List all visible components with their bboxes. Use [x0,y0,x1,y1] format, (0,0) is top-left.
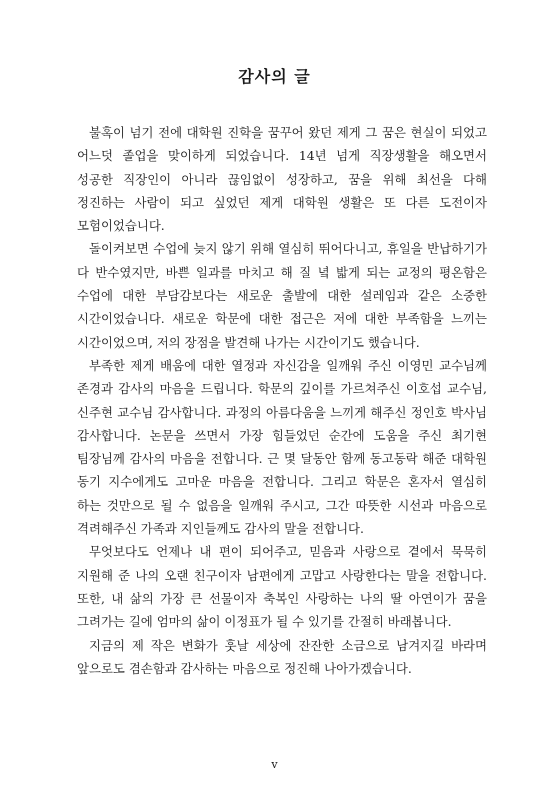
paragraph-3: 부족한 제게 배움에 대한 열정과 자신감을 일깨워 주신 이영민 교수님께 존경과 감사의 마음을 드립니다. 학문의 깊이를 가르쳐주신 이호섭 교수님, 신주현 교수님 감사합니다. 과정의 아름다움을 느끼게 해주신 정인호 박사님 감사합니다. 논문을 쓰면서 가장 힘들었던 순간에 도움을 주신 최기현 팀장님께 감사의 마음을 전합니다. 근 몇 달동안 함께 동고동락 해준 대학원 동기 지수에게도 고마운 마음을 전합니다. 그리고 학문은 혼자서 열심히 하는 것만으로 될 수 없음을 일깨워 주시고, 그간 따뜻한 시선과 마음으로 격려해주신 가족과 지인들께도 감사의 말을 전합니다. [77,357,487,537]
paragraph-5: 지금의 제 작은 변화가 훗날 세상에 잔잔한 소금으로 남겨지길 바라며 앞으로도 겸손함과 감사하는 마음으로 정진해 나아가겠습니다. [77,637,487,676]
page-title: 감사의 글 [238,67,311,86]
page-number: v [271,758,278,771]
paragraph-2: 돌이켜보면 수업에 늦지 않기 위해 열심히 뛰어다니고, 휴일을 반납하기가 다 반수였지만, 바쁜 일과를 마치고 해 질 녘 밟게 되는 교정의 평온함은 수업에 대한 부담감보다는 새로운 출발에 대한 설레임과 같은 소중한 시간이었습니다. 새로운 학문에 대한 접근은 저에 대한 부족함을 느끼는 시간이었으며, 저의 장점을 발견해 나가는 시간이기도 했습니다. [77,241,487,350]
paragraph-1: 불혹이 넘기 전에 대학원 진학을 꿈꾸어 왔던 제게 그 꿈은 현실이 되었고 어느덧 졸업을 맞이하게 되었습니다. 14년 넘게 직장생활을 해오면서 성공한 직장인이 아니라 끊임없이 성장하고, 꿈을 위해 최선을 다해 정진하는 사람이 되고 싶었던 제게 대학원 생활은 또 다른 도전이자 모험이었습니다. [77,125,487,234]
paragraph-4: 무엇보다도 언제나 내 편이 되어주고, 믿음과 사랑으로 곁에서 묵묵히 지원해 준 나의 오랜 친구이자 남편에게 고맙고 사랑한다는 말을 전합니다. 또한, 내 삶의 가장 큰 선물이자 축복인 사랑하는 나의 딸 아연이가 꿈을 그려가는 길에 엄마의 삶이 이정표가 될 수 있기를 간절히 바래봅니다. [77,544,487,630]
acknowledgment-body [77,121,487,680]
